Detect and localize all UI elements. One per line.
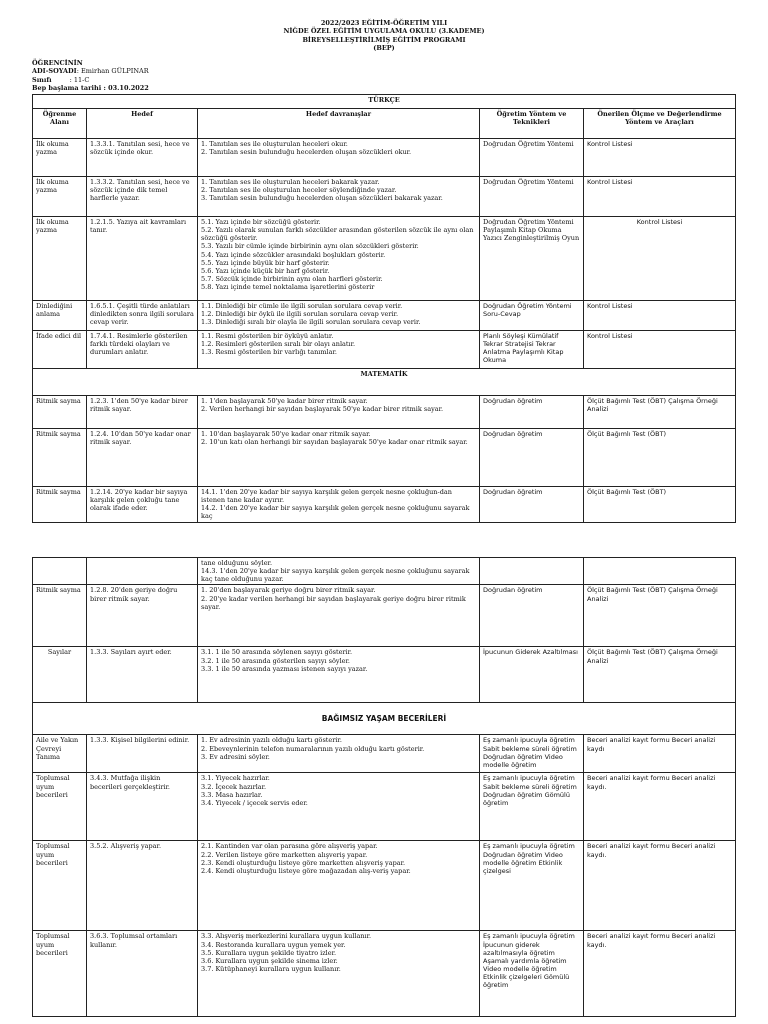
area-cell: İfade edici dil [33, 331, 87, 369]
assessment-cell: Kontrol Listesi [584, 301, 736, 331]
method-cell: Doğrudan Öğretim Yöntemi Paylaşımlı Kitap Okuma Yazıcı Zenginleştirilmiş Oyun [480, 217, 584, 301]
method-cell: Eş zamanlı ipucuyla öğretim İpucunun giderek azaltılmasıyla öğretim Aşamalı yardımla öğretim Video modelle öğretim Etkinlik çizelgeleri Gömülü öğretim [480, 931, 584, 1017]
behaviors-cell [198, 331, 480, 369]
behavior-item: 3. Ev adresini söyler. [201, 752, 270, 761]
behavior-item: 5.3. Yazılı bir cümle içinde birbirinin aynı olan sözcükleri gösterir. [201, 242, 419, 251]
behavior-item: 3.3. Masa hazırlar. [201, 790, 263, 799]
behavior-item: 1. 1'den başlayarak 50'ye kadar birer ritmik sayar. [201, 397, 368, 405]
area-cell: Sayılar [33, 647, 87, 703]
program-abbr: (BEP) [373, 44, 395, 53]
assessment-cell: Kontrol Listesi [584, 331, 736, 369]
behavior-item: 1. 20'den başlayarak geriye doğru birer ritmik sayar. [201, 586, 376, 595]
behaviors-cell [198, 301, 480, 331]
behavior-item: 1.2. Dinlediği bir öykü ile ilgili sorulan sorulara cevap verir. [201, 310, 399, 319]
section-turkce: TÜRKÇE [33, 95, 736, 109]
method-cell: Planlı Söyleşi Kümülatif Tekrar Stratejisi Tekrar Anlatma Paylaşımlı Kitap Okuma [480, 331, 584, 369]
area-cell: Ritmik sayma [33, 585, 87, 647]
behavior-item: 2. 10'un katı olan herhangi bir sayıdan başlayarak 50'ye kadar onar ritmik sayar. [201, 438, 468, 447]
goal-cell: 3.6.3. Toplumsal ortamları kullanır. [87, 931, 198, 1017]
col-header-methods: Öğretim Yöntem ve Teknikleri [480, 109, 584, 139]
program-name: BİREYSELLEŞTİRİLMİŞ EĞİTİM PROGRAMI [302, 35, 466, 44]
behavior-item: 14.1. 1'den 20'ye kadar bir sayıya karşılık gelen gerçek nesne çokluğun-dan istenen tane kadar ayırır. [201, 488, 452, 505]
behavior-item: 3.7. Kütüphaneyi kurallara uygun kullanır. [201, 964, 341, 973]
method-cell [480, 558, 584, 585]
behavior-item: 3.5. Kurallara uygun şekilde tiyatro izler. [201, 948, 337, 957]
assessment-cell: Kontrol Listesi [584, 177, 736, 217]
behavior-item: 1.3. Resmi gösterilen bir varlığı tanımlar. [201, 348, 337, 357]
behavior-item: 1.1. Resmi gösterilen bir öyküyü anlatır. [201, 332, 334, 340]
behavior-item: 14.2. 1'den 20'ye kadar bir sayıya karşılık gelen gerçek nesne çokluğunu sayarak kaç [201, 504, 470, 521]
behavior-item: 2. Verilen herhangi bir sayıdan başlayarak 50'ye kadar birer ritmik sayar. [201, 405, 444, 414]
goal-cell: 1.3.3. Kişisel bilgilerini edinir. [87, 735, 198, 773]
behavior-item: 3.1. 1 ile 50 arasında söylenen sayıyı gösterir. [201, 648, 353, 657]
area-cell [33, 558, 87, 585]
assessment-cell: Ölçüt Bağımlı Test (ÖBT) [584, 487, 736, 523]
behaviors-cell [198, 773, 480, 841]
table-row [33, 558, 736, 585]
method-cell: Doğrudan öğretim [480, 396, 584, 429]
goal-cell: 1.2.1.5. Yazıya ait kavramları tanır. [87, 217, 198, 301]
behaviors-cell [198, 931, 480, 1017]
goal-cell: 1.3.3. Sayıları ayırt eder. [87, 647, 198, 703]
col-header-area: Öğrenme Alanı [33, 109, 87, 139]
student-name: : Emirhan GÜLPINAR [76, 67, 149, 76]
col-header-goal: Hedef [87, 109, 198, 139]
goal-cell: 1.2.4. 10'dan 50'ye kadar onar ritmik sayar. [87, 429, 198, 487]
table-row [33, 487, 736, 523]
goal-cell: 1.2.3. 1'den 50'ye kadar birer ritmik sayar. [87, 396, 198, 429]
behavior-item: 2. Ebeveynlerinin telefon numaralarının yazılı olduğu kartı gösterir. [201, 744, 425, 753]
document-header [0, 19, 768, 53]
behavior-item: 5.4. Yazı içinde sözcükler arasındaki boşlukları gösterir. [201, 250, 386, 259]
goal-cell: 1.7.4.1. Resimlerle gösterilen farklı türdeki olayları ve durumları anlatır. [87, 331, 198, 369]
assessment-cell: Ölçüt Bağımlı Test (ÖBT) [584, 429, 736, 487]
table-row [33, 773, 736, 841]
assessment-cell [584, 558, 736, 585]
behavior-item: 2.2. Verilen listeye göre marketten alışveriş yapar. [201, 850, 368, 859]
method-cell: Eş zamanlı ipucuyla öğretim Doğrudan öğretim Video modelle öğretim Etkinlik çizelgesi [480, 841, 584, 931]
assessment-cell: Beceri analizi kayıt formu Beceri analizi kaydı. [584, 841, 736, 931]
behavior-item: 1. Ev adresinin yazılı olduğu kartı gösterir. [201, 736, 342, 745]
area-cell: Ritmik sayma [33, 487, 87, 523]
section-bagimsiz-yasam: BAĞIMSIZ YAŞAM BECERİLERİ [33, 703, 736, 735]
method-cell: Doğrudan Öğretim Yöntemi [480, 177, 584, 217]
behavior-item: 2. Tanıtılan sesin bulunduğu hecelerden oluşan sözcükleri okur. [201, 148, 412, 157]
assessment-cell: Kontrol Listesi [584, 139, 736, 177]
assessment-cell: Beceri analizi kayıt formu Beceri analizi kaydı. [584, 773, 736, 841]
bep-table-page-2 [32, 557, 736, 1017]
behavior-item: 1. Tanıtılan ses ile oluşturulan heceleri okur. [201, 140, 348, 148]
method-cell: Doğrudan Öğretim Yöntemi [480, 139, 584, 177]
goal-cell: 1.6.5.1. Çeşitli türde anlatıları dinledikten sonra ilgili sorulara cevap verir. [87, 301, 198, 331]
behavior-item: 5.8. Yazı içinde temel noktalama işaretlerini gösterir [201, 283, 375, 291]
behaviors-cell [198, 177, 480, 217]
table-row [33, 396, 736, 429]
student-info [32, 59, 149, 93]
method-cell: Doğrudan öğretim [480, 585, 584, 647]
section-matematik: MATEMATİK [33, 369, 736, 396]
method-cell: Doğrudan Öğretim Yöntemi Soru-Cevap [480, 301, 584, 331]
behavior-item: 1.2. Resimleri gösterilen sıralı bir olayı anlatır. [201, 340, 356, 349]
method-cell: İpucunun Giderek Azaltılması [480, 647, 584, 703]
area-cell: Toplumsal uyum becerileri [33, 773, 87, 841]
area-cell: İlk okuma yazma [33, 217, 87, 301]
student-section-label: ÖĞRENCİNİN [32, 59, 83, 67]
area-cell: Aile ve Yakın Çevreyi Tanıma [33, 735, 87, 773]
behavior-item: 2.1. Kantinden var olan parasına göre alışveriş yapar. [201, 842, 378, 851]
table-row [33, 331, 736, 369]
area-cell: Ritmik sayma [33, 429, 87, 487]
table-row [33, 429, 736, 487]
assessment-cell: Ölçüt Bağımlı Test (ÖBT) Çalışma Örneği Analizi [584, 647, 736, 703]
behaviors-cell [198, 429, 480, 487]
behavior-item: 5.6. Yazı içinde küçük bir harf gösterir. [201, 266, 330, 275]
behavior-item: 3.1. Yiyecek hazırlar. [201, 774, 270, 783]
behaviors-cell [198, 217, 480, 301]
behavior-item: 3. Tanıtılan sesin bulunduğu hecelerden oluşan sözcükleri bakarak yazar. [201, 194, 443, 203]
behavior-item: 3.4. Restoranda kurallara uygun yemek yer. [201, 940, 346, 949]
behaviors-cell [198, 647, 480, 703]
behavior-item: 2.3. Kendi oluşturduğu listeye göre marketten alışveriş yapar. [201, 858, 406, 867]
assessment-cell: Beceri analizi kayıt formu Beceri analizi kaydı [584, 735, 736, 773]
behavior-item: 1. Tanıtılan ses ile oluşturulan heceleri bakarak yazar. [201, 178, 380, 186]
area-cell: İlk okuma yazma [33, 139, 87, 177]
behavior-item: 14.3. 1'den 20'ye kadar bir sayıya karşılık gelen gerçek nesne çokluğunu sayarak kaç tane olduğunu yazar. [201, 567, 470, 584]
behavior-item: 1.3. Dinlediği sıralı bir olayla ile ilgili sorulan sorulara cevap verir. [201, 318, 421, 327]
goal-cell: 1.2.8. 20'den geriye doğru birer ritmik sayar. [87, 585, 198, 647]
behaviors-cell [198, 487, 480, 523]
goal-cell: 3.4.3. Mutfağa ilişkin becerileri gerçekleştirir. [87, 773, 198, 841]
table-row [33, 647, 736, 703]
school-year: 2022/2023 EĞİTİM-ÖĞRETİM YILI [320, 19, 448, 27]
area-cell: Ritmik sayma [33, 396, 87, 429]
behavior-item: 5.2. Yazılı olarak sunulan farklı sözcükler arasından gösterilen sözcük ile aynı olan sözcüğü gösterir. [201, 226, 474, 243]
behaviors-cell [198, 139, 480, 177]
area-cell: Toplumsal uyum becerileri [33, 931, 87, 1017]
school-name: NİĞDE ÖZEL EĞİTİM UYGULAMA OKULU (3.KADEME) [283, 27, 485, 36]
goal-cell: 1.3.3.2. Tanıtılan sesi, hece ve sözcük içinde dik temel harflerle yazar. [87, 177, 198, 217]
table-row [33, 139, 736, 177]
table-row [33, 841, 736, 931]
table-row [33, 177, 736, 217]
method-cell: Doğrudan öğretim [480, 429, 584, 487]
method-cell: Eş zamanlı ipucuyla öğretim Sabit bekleme süreli öğretim Doğrudan öğretim Video modelle öğretim [480, 735, 584, 773]
bep-table-page-1 [32, 94, 736, 523]
goal-cell: 3.5.2. Alışveriş yapar. [87, 841, 198, 931]
goal-cell: 1.3.3.1. Tanıtılan sesi, hece ve sözcük içinde okur. [87, 139, 198, 177]
behavior-item: 5.7. Sözcük içinde birbirinin aynı olan harfleri gösterir. [201, 274, 383, 283]
assessment-cell: Ölçüt Bağımlı Test (ÖBT) Çalışma Örneği Analizi [584, 585, 736, 647]
behaviors-cell [198, 558, 480, 585]
behavior-item: 5.5. Yazı içinde büyük bir harf gösterir. [201, 258, 330, 267]
behavior-item: 3.6. Kurallara uygun şekilde sinema izler. [201, 956, 338, 965]
behavior-item: 1.1. Dinlediği bir cümle ile ilgili sorulan sorulara cevap verir. [201, 302, 403, 310]
table-row [33, 931, 736, 1017]
class-label: Sınıfı [32, 75, 52, 84]
table-row [33, 301, 736, 331]
behavior-item: tane olduğunu söyler. [201, 559, 273, 567]
goal-cell [87, 558, 198, 585]
start-date: Bep başlama tarihi : 03.10.2022 [32, 84, 149, 93]
col-header-behaviors: Hedef davranışlar [198, 109, 480, 139]
method-cell: Eş zamanlı ipucuyla öğretim Sabit bekleme süreli öğretim Doğrudan öğretim Gömülü öğretim [480, 773, 584, 841]
table-row [33, 217, 736, 301]
assessment-cell: Beceri analizi kayıt formu Beceri analizi kaydı. [584, 931, 736, 1017]
behavior-item: 3.3. Alışveriş merkezlerini kurallara uygun kullanır. [201, 932, 372, 941]
behavior-item: 2. Tanıtılan ses ile oluşturulan heceler söylendiğinde yazar. [201, 186, 397, 195]
name-label: ADI-SOYADI [32, 67, 77, 76]
behaviors-cell [198, 396, 480, 429]
behavior-item: 1. 10'dan başlayarak 50'ye kadar onar ritmik sayar. [201, 430, 371, 438]
behavior-item: 3.2. 1 ile 50 arasında gösterilen sayıyı söyler. [201, 656, 350, 665]
assessment-cell: Ölçüt Bağımlı Test (ÖBT) Çalışma Örneği Analizi [584, 396, 736, 429]
student-class: : 11-C [69, 75, 90, 84]
behavior-item: 3.4. Yiyecek / içecek servis eder. [201, 798, 308, 807]
behaviors-cell [198, 735, 480, 773]
behaviors-cell [198, 841, 480, 931]
table-row [33, 735, 736, 773]
assessment-cell: Kontrol Listesi [584, 217, 736, 301]
behavior-item: 3.2. İçecek hazırlar. [201, 782, 267, 791]
method-cell: Doğrudan öğretim [480, 487, 584, 523]
behavior-item: 5.1. Yazı içinde bir sözcüğü gösterir. [201, 218, 321, 226]
behavior-item: 3.3. 1 ile 50 arasında yazması istenen sayıyı yazar. [201, 664, 368, 673]
goal-cell: 1.2.14. 20'ye kadar bir sayıya karşılık gelen çokluğu tane olarak ifade eder. [87, 487, 198, 523]
col-header-assessment: Önerilen Ölçme ve Değerlendirme Yöntem ve Araçları [584, 109, 736, 139]
area-cell: Toplumsal uyum becerileri [33, 841, 87, 931]
area-cell: İlk okuma yazma [33, 177, 87, 217]
area-cell: Dinlediğini anlama [33, 301, 87, 331]
behavior-item: 2. 20'ye kadar verilen herhangi bir sayıdan başlayarak geriye doğru birer ritmik sayar. [201, 594, 466, 611]
behaviors-cell [198, 585, 480, 647]
behavior-item: 2.4. Kendi oluşturduğu listeye göre mağazadan alış-veriş yapar. [201, 866, 411, 875]
table-row [33, 585, 736, 647]
